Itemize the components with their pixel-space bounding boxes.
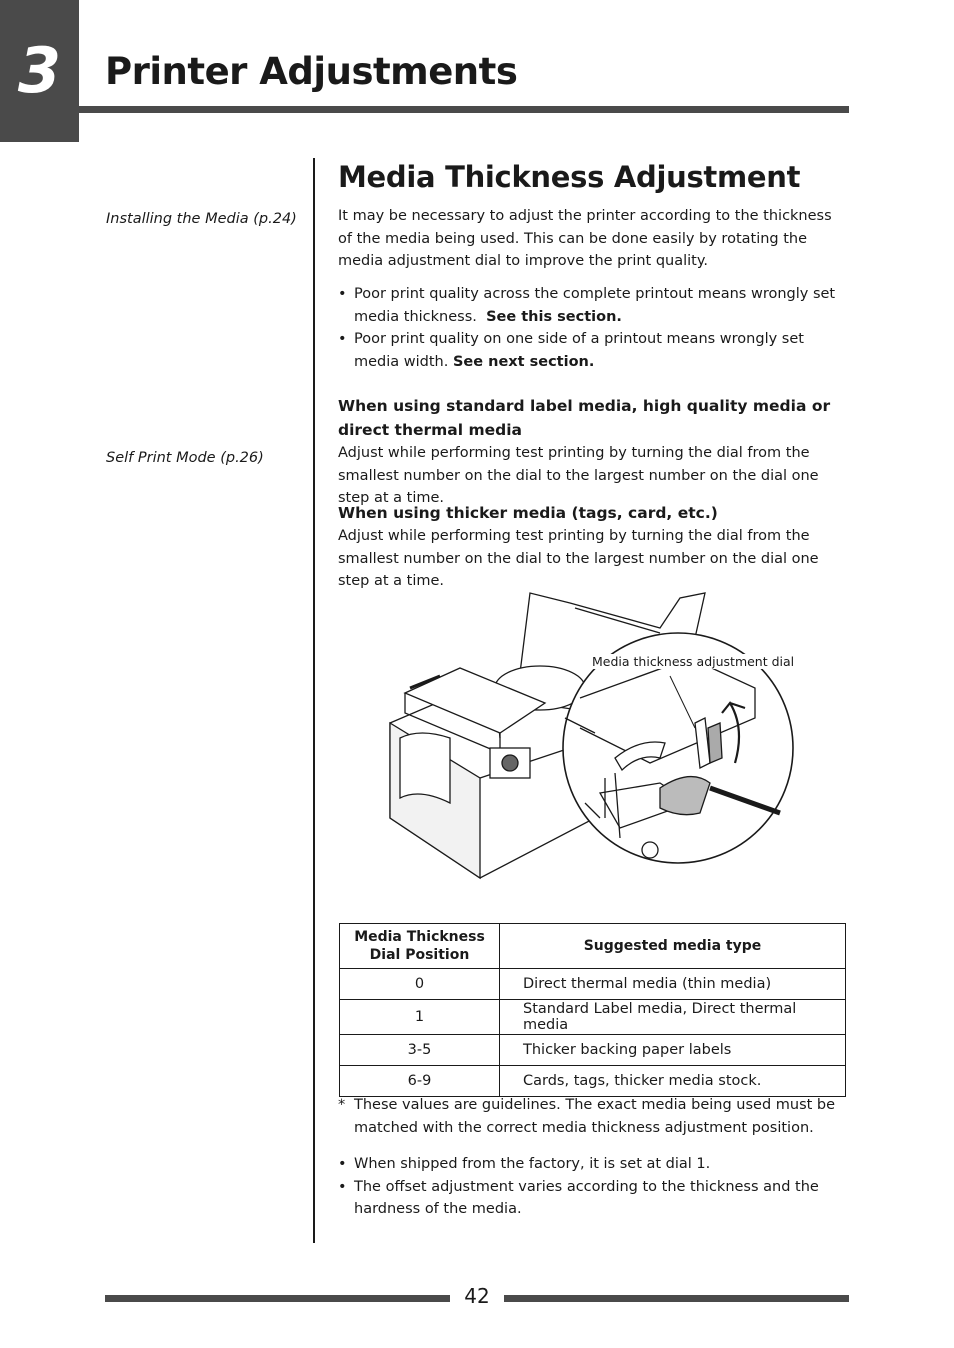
table-row: [340, 1035, 846, 1066]
footnote-marker: *: [338, 1097, 346, 1113]
media-type-cell: Cards, tags, thicker media stock.: [500, 1066, 846, 1097]
dial-position-cell: 1: [340, 1000, 500, 1035]
figure-callout: Media thickness adjustment dial: [592, 654, 795, 669]
footer-rule-left: [105, 1295, 450, 1302]
title-rule: [79, 106, 849, 113]
column-divider: [313, 158, 315, 1243]
table-header-media-type: Suggested media type: [500, 924, 846, 969]
dial-position-cell: 6-9: [340, 1066, 500, 1097]
media-type-cell: Direct thermal media (thin media): [500, 969, 846, 1000]
intro-block: [338, 205, 848, 273]
table-row: [340, 1066, 846, 1097]
table-row: [340, 969, 846, 1000]
footer-rule-right: [504, 1295, 849, 1302]
table-header-dial-position: Media Thickness Dial Position: [340, 924, 500, 969]
intro-paragraph: It may be necessary to adjust the printer according to the thickness of the media being used. This can be done easily by rotating the media adjustment dial to improve the print quality.: [338, 208, 832, 269]
dial-position-cell: 3-5: [340, 1035, 500, 1066]
final-bullets: [338, 1153, 848, 1221]
chapter-number-box: [0, 0, 79, 142]
chapter-number: 3: [17, 34, 62, 107]
bullet-emphasis: See this section.: [486, 308, 622, 325]
bullet-item: • The offset adjustment varies according to the thickness and the hardness of the media.: [338, 1176, 848, 1221]
bullet-item: [338, 283, 848, 328]
page-number: 42: [464, 1284, 490, 1308]
table-row: [340, 1000, 846, 1035]
bullet-text: Poor print quality across the complete printout means wrongly set media thickness.: [354, 286, 836, 325]
subsection-body: Adjust while performing test printing by turning the dial from the smallest number on the dial to the largest number on the dial one step at a time.: [338, 528, 819, 589]
subsection-heading: When using standard label media, high quality media or direct thermal media: [338, 397, 831, 439]
media-thickness-table: [339, 923, 846, 1097]
media-type-cell: Thicker backing paper labels: [500, 1035, 846, 1066]
bullet-emphasis: See next section.: [452, 353, 595, 370]
dial-position-cell: 0: [340, 969, 500, 1000]
bullet-text: Poor print quality on one side of a printout means wrongly set media width.: [354, 331, 804, 370]
footnote-text: These values are guidelines. The exact media being used must be matched with the correct media thickness adjustment position.: [354, 1097, 836, 1136]
media-type-cell: Standard Label media, Direct thermal media: [500, 1000, 846, 1035]
table-header-row: [340, 924, 846, 969]
section-title: Media Thickness Adjustment: [338, 160, 801, 194]
bullet-item: [338, 328, 848, 373]
sidebar-ref-self-print-mode[interactable]: Self Print Mode (p.26): [106, 450, 264, 466]
printer-illustration: [360, 588, 800, 888]
chapter-title: Printer Adjustments: [105, 50, 518, 93]
bullet-item: • When shipped from the factory, it is set at dial 1.: [338, 1153, 848, 1176]
subsection-standard: [338, 394, 848, 510]
subsection-thicker: [338, 501, 848, 593]
subsection-heading: When using thicker media (tags, card, etc.): [338, 504, 718, 522]
table-footnote: [338, 1094, 848, 1139]
scope-bullets: [338, 283, 848, 373]
sidebar-ref-installing-media[interactable]: Installing the Media (p.24): [106, 211, 297, 227]
subsection-body: Adjust while performing test printing by turning the dial from the smallest number on the dial to the largest number on the dial one step at a time.: [338, 445, 819, 506]
